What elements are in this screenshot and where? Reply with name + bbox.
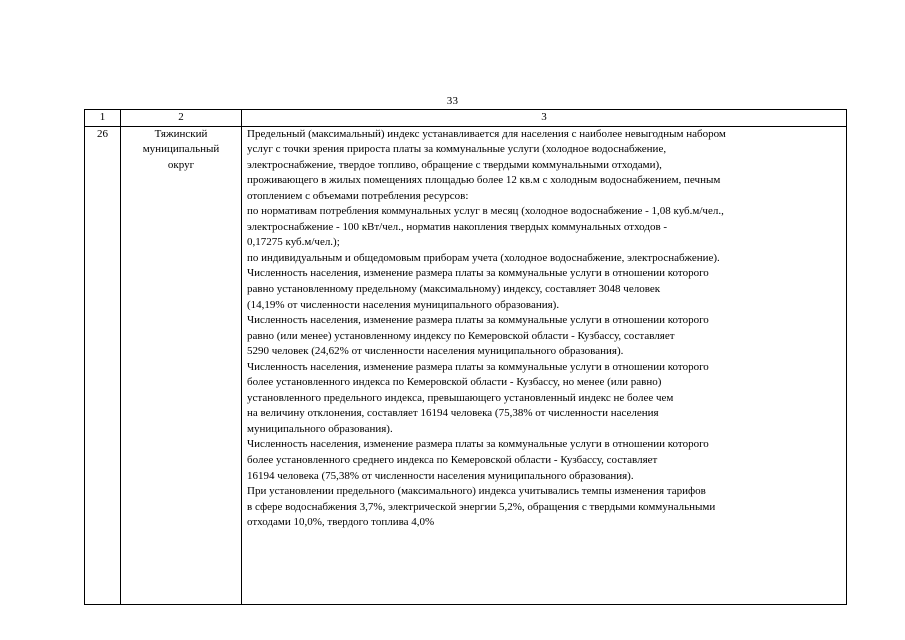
table-row xyxy=(85,126,847,604)
description-line: 0,17275 куб.м/чел.); xyxy=(247,236,340,249)
description-line: отходами 10,0%, твердого топлива 4,0% xyxy=(247,516,435,529)
description-line: в сфере водоснабжения 3,7%, электрической энергии 5,2%, обращения с твердыми коммунальными xyxy=(247,500,716,513)
description-line: 5290 человек (24,62% от численности населения муниципального образования). xyxy=(247,345,624,358)
description-line: по нормативам потребления коммунальных услуг в месяц (холодное водоснабжение - 1,08 куб.м/чел., xyxy=(247,205,724,218)
municipality-name-line: муниципальный xyxy=(142,143,220,156)
description-line: проживающего в жилых помещениях площадью более 12 кв.м с холодным водоснабжением, печным xyxy=(247,174,721,187)
header-col-1: 1 xyxy=(85,110,121,127)
description-line: Предельный (максимальный) индекс устанавливается для населения с наиболее невыгодным набором xyxy=(247,127,726,140)
description-line: электроснабжение - 100 кВт/чел., норматив накопления твердых коммунальных отходов - xyxy=(247,220,668,233)
description-line: Численность населения, изменение размера платы за коммунальные услуги в отношении которого xyxy=(247,438,709,451)
municipality-name-line: округ xyxy=(167,158,195,171)
municipality-name xyxy=(121,126,242,604)
table-header-row xyxy=(85,110,847,127)
row-number: 26 xyxy=(85,126,121,604)
municipality-name-line: Тяжинский xyxy=(154,127,208,140)
description-line: более установленного индекса по Кемеровской области - Кузбассу, но менее (или равно) xyxy=(247,376,662,389)
data-table xyxy=(84,109,847,605)
description-line: на величину отклонения, составляет 16194 человека (75,38% от численности населения xyxy=(247,407,659,420)
row-description xyxy=(242,126,847,604)
description-line: Численность населения, изменение размера платы за коммунальные услуги в отношении которого xyxy=(247,314,709,327)
description-line: Численность населения, изменение размера платы за коммунальные услуги в отношении которого xyxy=(247,267,709,280)
description-line: отоплением с объемами потребления ресурсов: xyxy=(247,189,469,202)
description-line: равно (или менее) установленному индексу по Кемеровской области - Кузбассу, составляет xyxy=(247,329,675,342)
description-line: 16194 человека (75,38% от численности населения муниципального образования). xyxy=(247,469,634,482)
page-number: 33 xyxy=(446,95,459,107)
description-line: (14,19% от численности населения муниципального образования). xyxy=(247,298,560,311)
description-line: муниципального образования). xyxy=(247,422,393,435)
description-line: более установленного среднего индекса по Кемеровской области - Кузбассу, составляет xyxy=(247,454,658,467)
header-col-3: 3 xyxy=(242,110,847,127)
header-col-2: 2 xyxy=(121,110,242,127)
description-line: электроснабжение, твердое топливо, обращение с твердыми коммунальными отходами), xyxy=(247,158,662,171)
description-line: услуг с точки зрения прироста платы за коммунальные услуги (холодное водоснабжение, xyxy=(247,143,667,156)
description-line: Численность населения, изменение размера платы за коммунальные услуги в отношении которого xyxy=(247,360,709,373)
description-line: При установлении предельного (максимального) индекса учитывались темпы изменения тарифов xyxy=(247,485,706,498)
description-line: по индивидуальным и общедомовым приборам учета (холодное водоснабжение, электроснабжение). xyxy=(247,251,720,264)
description-line: равно установленному предельному (максимальному) индексу, составляет 3048 человек xyxy=(247,283,661,296)
description-line: установленного предельного индекса, превышающего установленный индекс не более чем xyxy=(247,391,674,404)
